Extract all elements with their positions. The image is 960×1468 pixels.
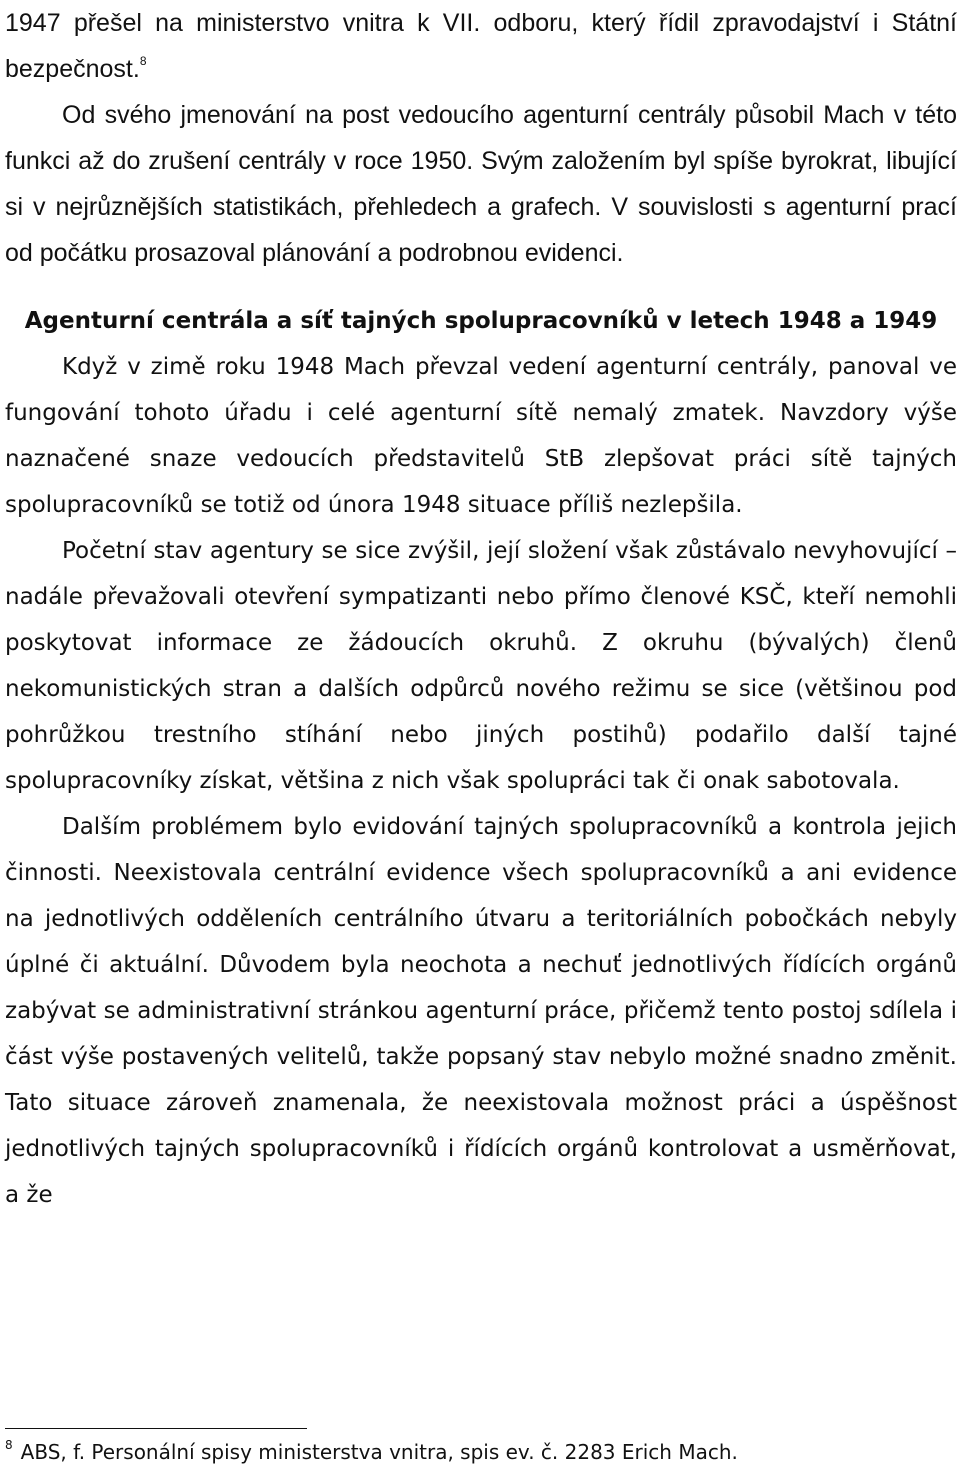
footnote-text: ABS, f. Personální spisy ministerstva vnitra, spis ev. č. 2283 Erich Mach.: [20, 1440, 738, 1464]
paragraph-1: [5, 0, 957, 92]
paragraph-1-text: 1947 přešel na ministerstvo vnitra k VII. odboru, který řídil zpravodajství i Státní bezpečnost.: [5, 9, 957, 83]
document-body: [5, 0, 957, 1218]
footnote-reference[interactable]: 8: [139, 54, 147, 68]
paragraph-3: Když v zimě roku 1948 Mach převzal vedení agenturní centrály, panoval ve fungování tohoto úřadu i celé agenturní sítě nemalý zmatek. Navzdory výše naznačené snaze vedoucích představitelů StB zlepšovat práci sítě tajných spolupracovníků se totiž od února 1948 situace příliš nezlepšila.: [5, 354, 957, 518]
paragraph-2: Od svého jmenování na post vedoucího agenturní centrály působil Mach v této funkci až do zrušení centrály v roce 1950. Svým založením byl spíše byrokrat, libující si v nejrůznějších statistikách, přehledech a grafech. V souvislosti s agenturní prací od počátku prosazoval plánování a podrobnou evidenci.: [5, 101, 957, 267]
section-heading: Agenturní centrála a síť tajných spolupracovníků v letech 1948 a 1949: [24, 308, 938, 334]
footnote-number: 8: [5, 1438, 13, 1452]
footnote: [5, 1438, 955, 1466]
paragraph-4: Početní stav agentury se sice zvýšil, její složení však zůstávalo nevyhovující – nadále převažovali otevření sympatizanti nebo přímo členové KSČ, kteří nemohli poskytovat informace ze žádoucích okruhů. Z okruhu (bývalých) členů nekomunistických stran a dalších odpůrců nového režimu se sice (většinou pod pohrůžkou trestního stíhání nebo jiných postihů) podařilo další tajné spolupracovníky získat, většina z nich však spolupráci tak či onak sabotovala.: [5, 538, 957, 794]
paragraph-5: Dalším problémem bylo evidování tajných spolupracovníků a kontrola jejich činnosti. Neexistovala centrální evidence všech spolupracovníků a ani evidence na jednotlivých odděleních centrálního útvaru a teritoriálních pobočkách nebyly úplné či aktuální. Důvodem byla neochota a nechuť jednotlivých řídících orgánů zabývat se administrativní stránkou agenturní práce, přičemž tento postoj sdílela i část výše postavených velitelů, takže popsaný stav nebylo možné snadno změnit. Tato situace zároveň znamenala, že neexistovala možnost práci a úspěšnost jednotlivých tajných spolupracovníků i řídících orgánů kontrolovat a usměrňovat, a že: [5, 814, 957, 1208]
footnote-divider: [5, 1428, 307, 1429]
